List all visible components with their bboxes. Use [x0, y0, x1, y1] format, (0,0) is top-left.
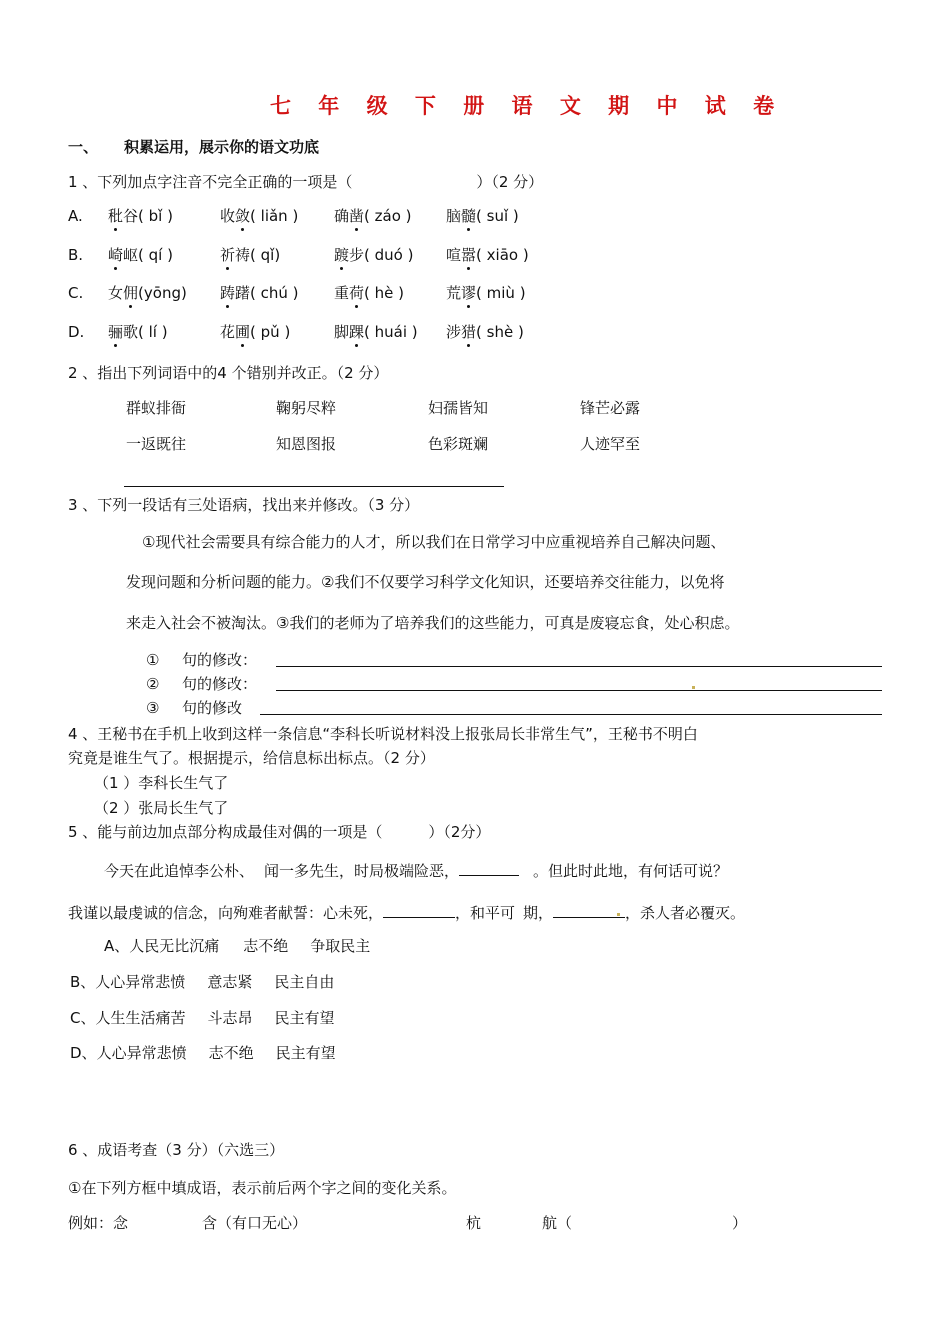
dotted-character: 踌	[220, 284, 236, 302]
pinyin-item	[108, 206, 173, 226]
answer-number: ②	[146, 675, 160, 693]
word-item: 群蚁排衙	[126, 399, 187, 417]
pinyin-item	[220, 283, 299, 303]
ink-speck	[617, 913, 620, 916]
blank[interactable]	[383, 901, 455, 918]
passage-line: 我谨以最虔诚的信念，向殉难者献誓：心未死， ，和平可 期， ，杀人者必覆灭。	[68, 901, 745, 923]
question-4-line: 究竟是谁生气了。根据提示，给信息标出标点。（2 分）	[68, 749, 435, 767]
word-item: 锋芒必露	[580, 399, 641, 417]
item-text: 荒	[446, 284, 462, 302]
item-text: ( suǐ )	[476, 207, 519, 225]
page-title: 七 年 级 下 册 语 文 期 中 试 卷	[270, 94, 785, 118]
item-text: 歌( lí )	[123, 323, 168, 341]
dotted-character: 踝	[349, 323, 365, 341]
item-text: 岖( qí )	[123, 246, 173, 264]
pinyin-item	[446, 206, 519, 226]
option-letter: C.	[68, 284, 84, 302]
item-text: 喧	[446, 246, 462, 264]
item-text: 收	[220, 207, 236, 225]
score-note: ）（2 分）	[476, 173, 544, 191]
answer-label: 句的修改：	[182, 675, 258, 693]
pinyin-item	[334, 206, 412, 226]
item-text: 脑	[446, 207, 462, 225]
answer-label: 句的修改	[182, 699, 243, 717]
question-4-line: 4 、王秘书在手机上收到这样一条信息“李科长听说材料没上报张局长非常生气”，王秘书不明白	[68, 725, 698, 743]
blank[interactable]	[553, 901, 625, 918]
question-5-stem	[68, 822, 490, 842]
item-text: 躇( chú )	[235, 284, 299, 302]
dotted-character: 骊	[108, 323, 124, 341]
passage-line: 发现问题和分析问题的能力。②我们不仅要学习科学文化知识，还要培养交往能力，以免将	[126, 573, 725, 591]
section-number: 一、	[68, 138, 99, 156]
idiom-close: ）	[732, 1214, 748, 1232]
item-text: 女	[108, 284, 124, 302]
option-letter: B.	[68, 246, 84, 264]
item-text: 确	[334, 207, 350, 225]
pinyin-item	[334, 283, 404, 303]
answer-line[interactable]	[276, 690, 882, 691]
item-text: ( liǎn )	[250, 207, 299, 225]
word-item: 色彩斑斓	[428, 435, 489, 453]
pinyin-item	[108, 322, 168, 342]
pinyin-item	[334, 322, 418, 342]
answer-line[interactable]	[124, 486, 504, 487]
question-3-stem: 3 、下列一段话有三处语病，找出来并修改。（3 分）	[68, 496, 420, 514]
item-text: ( xiāo )	[476, 246, 529, 264]
score-note: ）（2分）	[428, 823, 491, 841]
question-stem-text: 5 、能与前边加点部分构成最佳对偶的一项是（	[68, 823, 383, 841]
pinyin-item	[220, 322, 290, 342]
item-text: 花	[220, 323, 236, 341]
pinyin-item	[108, 245, 173, 265]
pinyin-item	[446, 322, 524, 342]
dotted-character: 凿	[349, 207, 365, 225]
idiom-end-char: 航（	[542, 1214, 573, 1232]
section-heading: 积累运用，展示你的语文功底	[124, 138, 320, 156]
word-item: 鞠躬尽粹	[276, 399, 337, 417]
dotted-character: 圃	[235, 323, 251, 341]
pinyin-item	[446, 283, 526, 303]
passage-line: 今天在此追悼李公朴、 闻一多先生，时局极端险恶， 。但此时此地，有何话可说？	[104, 859, 728, 881]
sub-item: （1 ）李科长生气了	[94, 774, 229, 792]
example-label: 例如：念	[68, 1214, 129, 1232]
question-stem-text: 1 、下列加点字注音不完全正确的一项是（	[68, 173, 353, 191]
item-text: 谷( bǐ )	[123, 207, 173, 225]
dotted-character: 猎	[461, 323, 477, 341]
idiom-start-char: 杭	[466, 1214, 482, 1232]
pinyin-item	[334, 245, 413, 265]
passage-line: ①现代社会需要具有综合能力的人才，所以我们在日常学习中应重视培养自己解决问题、	[142, 533, 726, 551]
answer-number: ①	[146, 651, 160, 669]
item-text: ( záo )	[364, 207, 412, 225]
example-answer: 含（有口无心）	[202, 1214, 308, 1232]
dotted-character: 谬	[461, 284, 477, 302]
pinyin-item	[108, 283, 187, 303]
item-text: 脚	[334, 323, 350, 341]
dotted-character: 祈	[220, 246, 236, 264]
option-row: D、人心异常悲愤 志不绝 民主有望	[70, 1044, 336, 1062]
answer-label: 句的修改：	[182, 651, 258, 669]
option-row: A、人民无比沉痛 志不绝 争取民主	[104, 937, 371, 955]
dotted-character: 秕	[108, 207, 124, 225]
answer-number: ③	[146, 699, 160, 717]
word-item: 知恩图报	[276, 435, 337, 453]
question-6-stem: 6 、成语考查（3 分）（六选三）	[68, 1141, 285, 1159]
pinyin-item	[220, 206, 298, 226]
item-text: 涉	[446, 323, 462, 341]
item-text: ( shè )	[476, 323, 524, 341]
blank[interactable]	[459, 859, 519, 876]
pinyin-item	[220, 245, 280, 265]
ink-speck	[692, 686, 695, 689]
option-row: B、人心异常悲愤 意志紧 民主自由	[70, 973, 335, 991]
item-text: (yōng)	[138, 284, 187, 302]
word-item: 妇孺皆知	[428, 399, 489, 417]
question-1-stem	[68, 172, 543, 192]
item-text: ( pǔ )	[250, 323, 291, 341]
answer-line[interactable]	[276, 666, 882, 667]
dotted-character: 佣	[123, 284, 139, 302]
question-6-instruction: ①在下列方框中填成语，表示前后两个字之间的变化关系。	[68, 1179, 457, 1197]
option-letter: A.	[68, 207, 83, 225]
item-text: 重	[334, 284, 350, 302]
answer-line[interactable]	[260, 714, 882, 715]
word-item: 一返既往	[126, 435, 187, 453]
item-text: ( hè )	[364, 284, 405, 302]
item-text: ( miù )	[476, 284, 526, 302]
dotted-character: 髓	[461, 207, 477, 225]
dotted-character: 嚣	[461, 246, 477, 264]
dotted-character: 敛	[235, 207, 251, 225]
option-row: C、人生生活痛苦 斗志昂 民主有望	[70, 1009, 335, 1027]
word-item: 人迹罕至	[580, 435, 641, 453]
question-2-stem: 2 、指出下列词语中的4 个错别并改正。（2 分）	[68, 364, 389, 382]
dotted-character: 踱	[334, 246, 350, 264]
dotted-character: 崎	[108, 246, 124, 264]
pinyin-item	[446, 245, 529, 265]
item-text: 祷( qǐ)	[235, 246, 281, 264]
option-letter: D.	[68, 323, 85, 341]
item-text: 步( duó )	[349, 246, 414, 264]
sub-item: （2 ）张局长生气了	[94, 799, 229, 817]
passage-line: 来走入社会不被淘汰。③我们的老师为了培养我们的这些能力，可真是废寝忘食，处心积虑。	[126, 614, 740, 632]
dotted-character: 荷	[349, 284, 365, 302]
item-text: ( huái )	[364, 323, 418, 341]
